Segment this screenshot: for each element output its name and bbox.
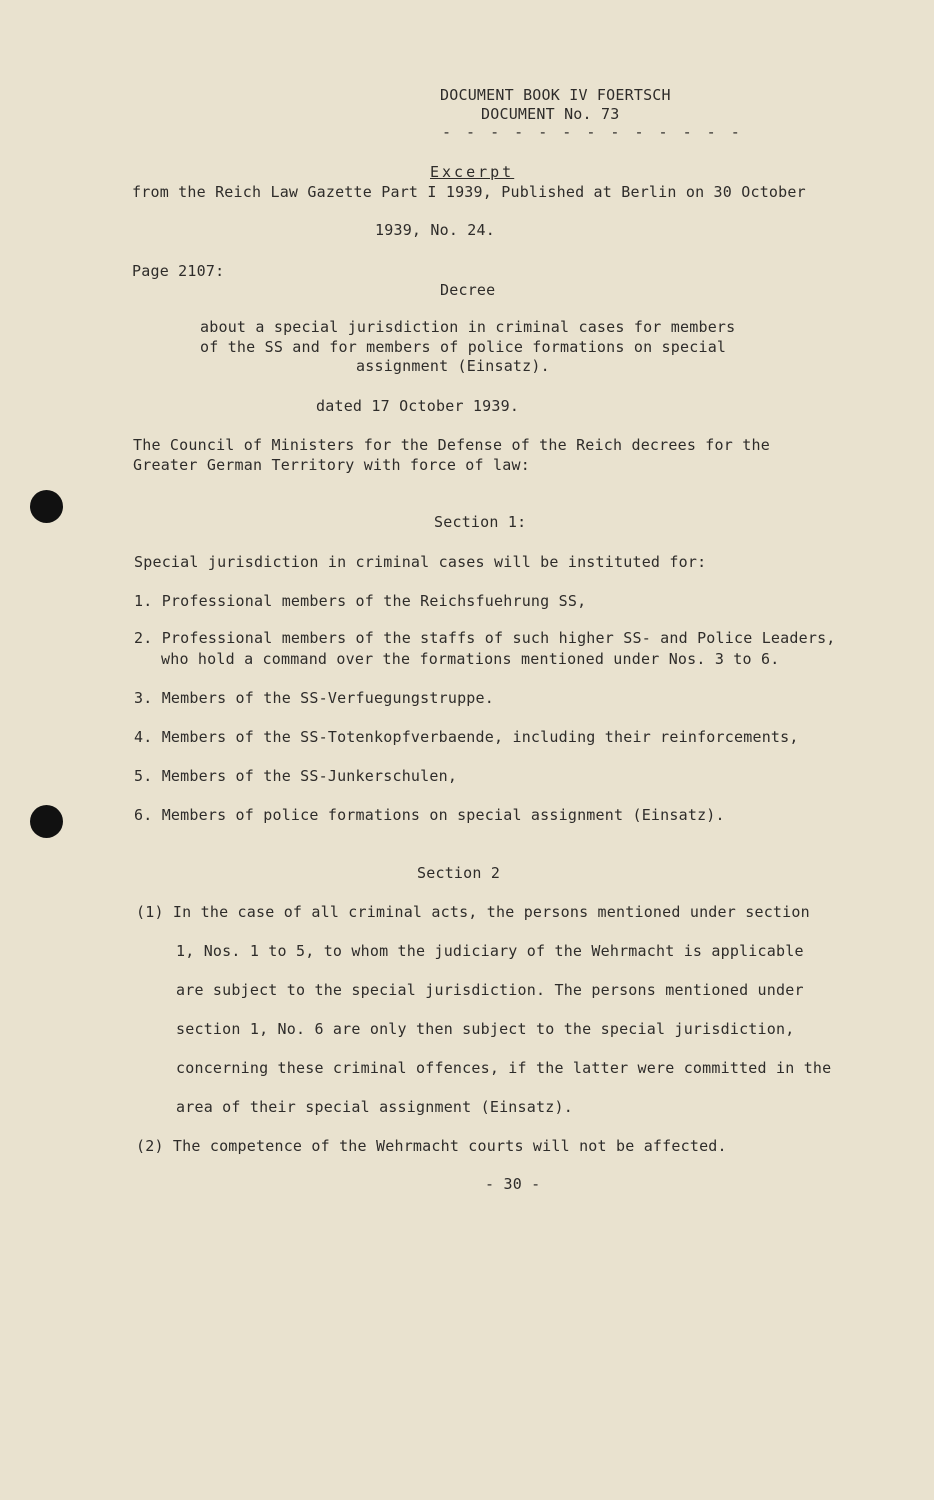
section-1-item: 4. Members of the SS-Totenkopfverbaende, including their reinforcements,: [134, 728, 799, 746]
decree-about-line-2: of the SS and for members of police formations on special: [200, 338, 727, 356]
section-1-item: 1. Professional members of the Reichsfuehrung SS,: [134, 592, 587, 610]
title-line-2: 1939, No. 24.: [375, 221, 495, 239]
page-number: - 30 -: [485, 1175, 541, 1193]
section-1-item-continuation: who hold a command over the formations mentioned under Nos. 3 to 6.: [161, 650, 780, 668]
header-line-1: DOCUMENT BOOK IV FOERTSCH: [440, 86, 671, 104]
decree-heading: Decree: [440, 281, 496, 299]
section-1-intro: Special jurisdiction in criminal cases will be instituted for:: [134, 553, 707, 571]
section-2-paragraph-1-line: (1) In the case of all criminal acts, the persons mentioned under section: [136, 903, 810, 921]
section-2-paragraph-1-line: 1, Nos. 1 to 5, to whom the judiciary of the Wehrmacht is applicable: [176, 942, 804, 960]
section-2-paragraph-1-line: area of their special assignment (Einsatz).: [176, 1098, 573, 1116]
decree-date: dated 17 October 1939.: [316, 397, 520, 415]
section-1-heading: Section 1:: [434, 513, 527, 531]
section-1-item: 2. Professional members of the staffs of such higher SS- and Police Leaders,: [134, 629, 836, 647]
section-1-item: 3. Members of the SS-Verfuegungstruppe.: [134, 689, 494, 707]
preamble-line-1: The Council of Ministers for the Defense of the Reich decrees for the: [133, 436, 770, 454]
punch-hole: [30, 805, 63, 838]
header-line-2: DOCUMENT No. 73: [481, 105, 620, 123]
page-reference: Page 2107:: [132, 262, 225, 280]
decree-about-line-3: assignment (Einsatz).: [356, 357, 550, 375]
section-2-paragraph-1-line: section 1, No. 6 are only then subject to the special jurisdiction,: [176, 1020, 795, 1038]
excerpt-title: Excerpt: [430, 163, 515, 181]
preamble-line-2: Greater German Territory with force of law:: [133, 456, 530, 474]
section-2-heading: Section 2: [417, 864, 501, 882]
section-1-item: 5. Members of the SS-Junkerschulen,: [134, 767, 458, 785]
section-1-item: 6. Members of police formations on special assignment (Einsatz).: [134, 806, 725, 824]
header-rule: - - - - - - - - - - - - -: [442, 123, 743, 141]
title-line-1: from the Reich Law Gazette Part I 1939, Published at Berlin on 30 October: [132, 183, 806, 201]
section-2-paragraph-1-line: concerning these criminal offences, if the latter were committed in the: [176, 1059, 832, 1077]
section-2-paragraph-1-line: are subject to the special jurisdiction. The persons mentioned under: [176, 981, 804, 999]
decree-about-line-1: about a special jurisdiction in criminal cases for members: [200, 318, 736, 336]
punch-hole: [30, 490, 63, 523]
section-2-paragraph-2: (2) The competence of the Wehrmacht courts will not be affected.: [136, 1137, 727, 1155]
